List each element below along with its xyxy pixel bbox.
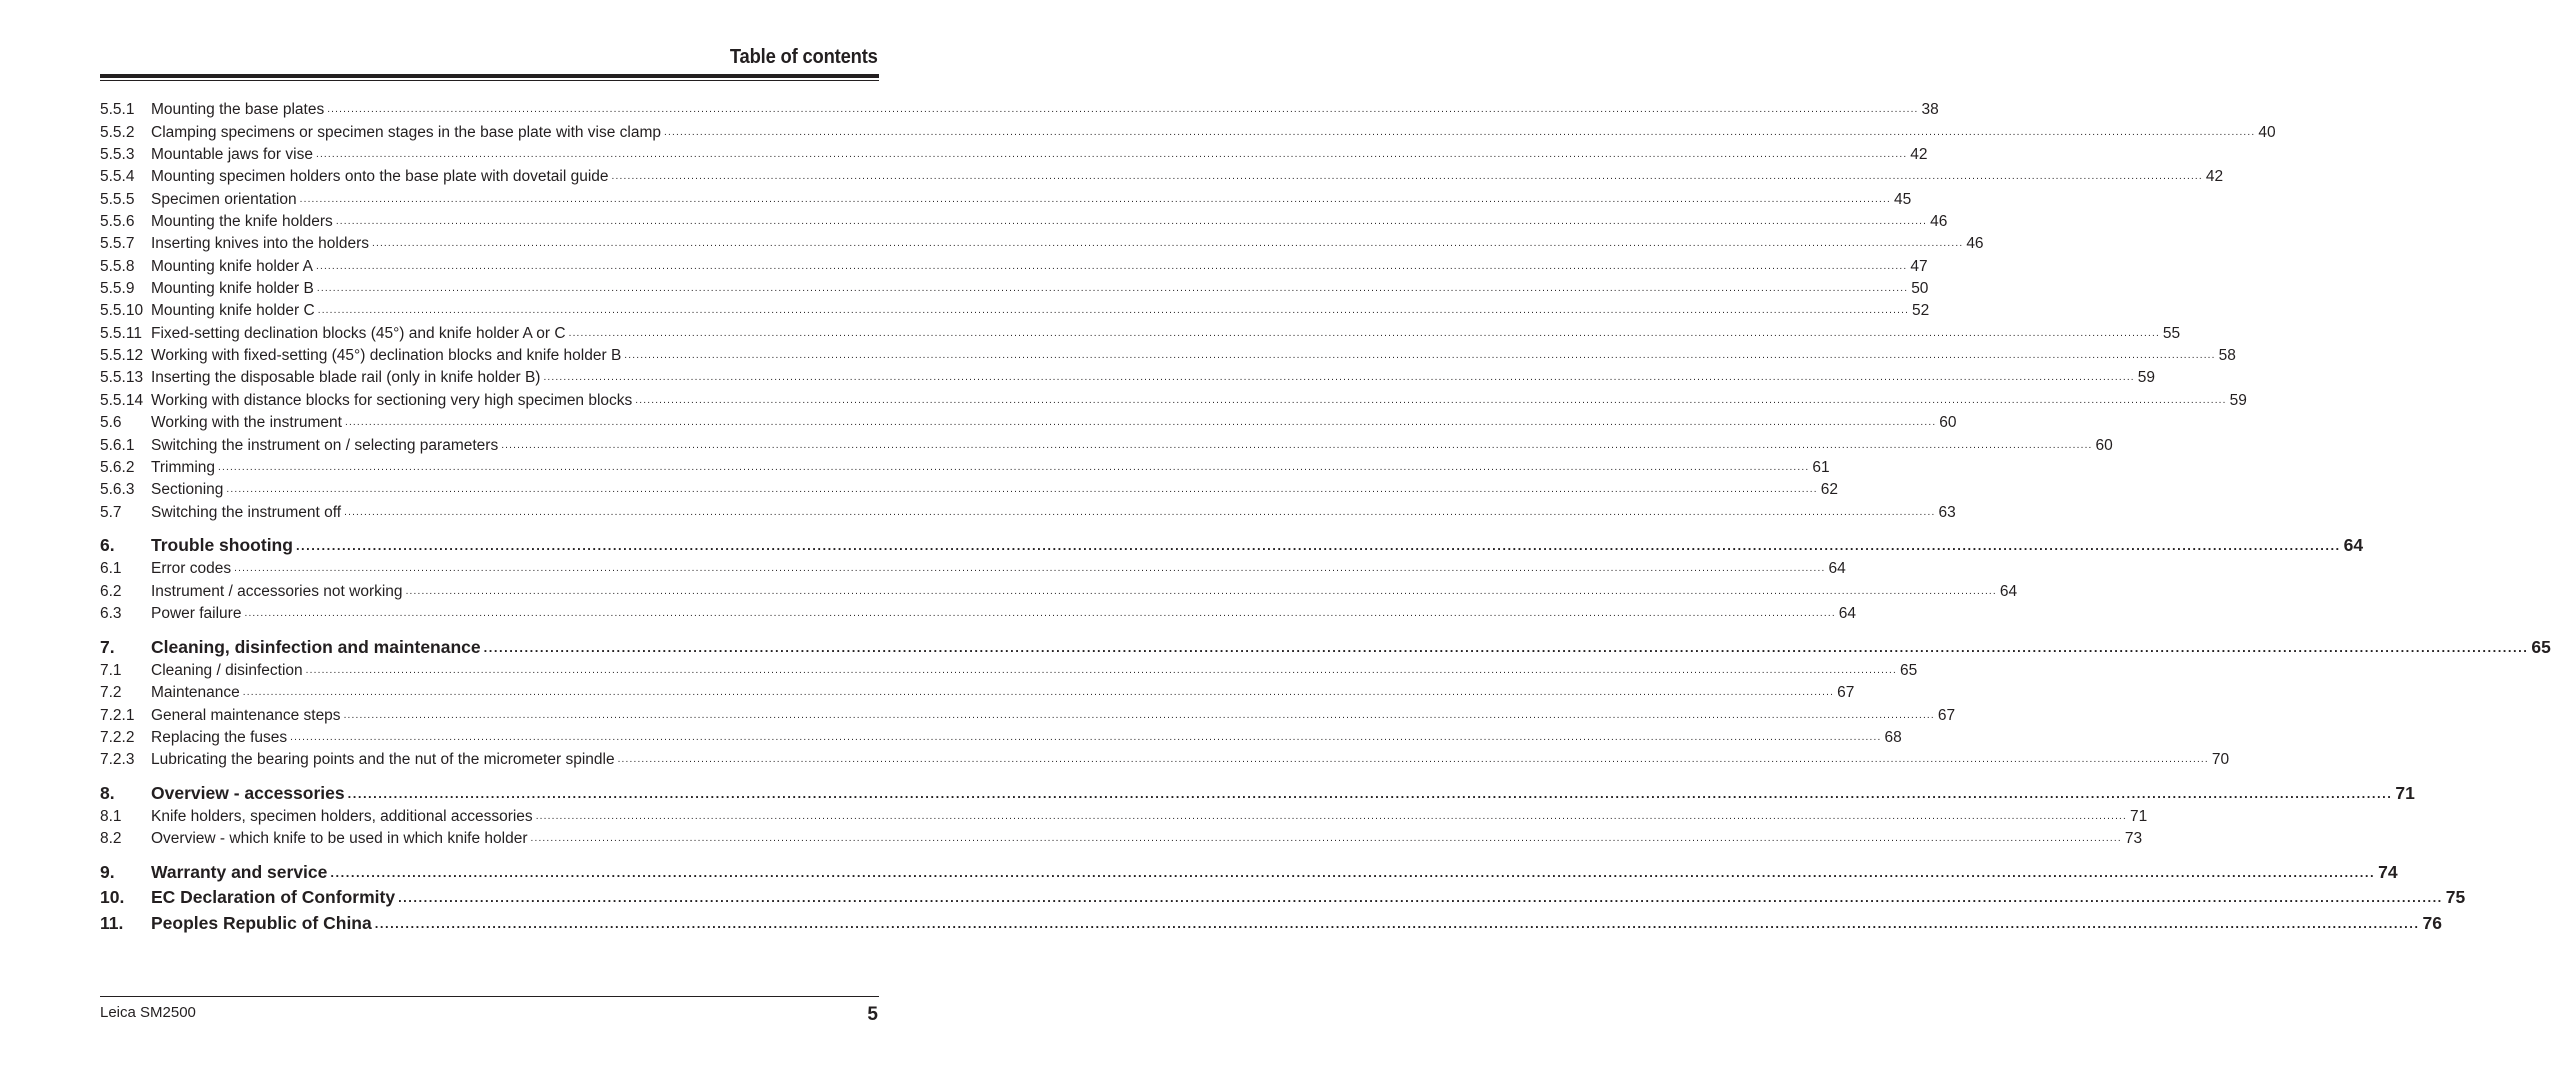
toc-dot-leader: ................................................................................................................................................................................................................................................................................................................................................................................................................ xyxy=(234,563,1826,575)
toc-entry-number: 5.5.8 xyxy=(100,257,135,275)
toc-entry xyxy=(100,499,1956,521)
toc-entry-number: 8.2 xyxy=(100,830,122,848)
toc-entry xyxy=(100,365,2156,387)
toc-entry-number: 5.5.13 xyxy=(100,369,144,387)
toc-entry-page: 46 xyxy=(1930,213,1948,231)
toc-dot-leader: ................................................................................................................................................................................................................................................................................................................................................................................................................ xyxy=(398,890,2443,906)
toc-dot-leader: ................................................................................................................................................................................................................................................................................................................................................................................................................ xyxy=(290,731,1882,743)
toc-entry-title: Switching the instrument on / selecting parameters xyxy=(151,436,499,454)
toc-entry-title: Trouble shooting xyxy=(151,535,293,556)
toc-entry-page: 60 xyxy=(1939,414,1957,432)
toc-entry-title: Maintenance xyxy=(151,684,240,702)
toc-dot-leader: ................................................................................................................................................................................................................................................................................................................................................................................................................ xyxy=(317,305,1910,317)
toc-entry xyxy=(100,725,1902,747)
toc-dot-leader: ................................................................................................................................................................................................................................................................................................................................................................................................................ xyxy=(330,864,2376,880)
toc-entry xyxy=(100,97,1939,119)
toc-entry-title: General maintenance steps xyxy=(151,706,341,724)
toc-entry-number: 5.5.7 xyxy=(100,235,135,253)
toc-entry-page: 70 xyxy=(2211,751,2230,769)
toc-dot-leader: ................................................................................................................................................................................................................................................................................................................................................................................................................ xyxy=(242,687,1835,699)
toc-entry xyxy=(100,253,1928,275)
toc-entry xyxy=(100,702,1956,724)
toc-entry-number: 5.6.2 xyxy=(100,458,135,476)
toc-entry-page: 64 xyxy=(1999,582,2018,600)
toc-entry-number: 5.5.4 xyxy=(100,168,135,186)
toc-entry-page: 75 xyxy=(2445,887,2466,908)
toc-entry-number: 5.5.3 xyxy=(100,146,135,164)
footer-page-number: 5 xyxy=(867,1004,878,1025)
toc-entry-page: 59 xyxy=(2137,369,2156,387)
footer-product-name: Leica SM2500 xyxy=(100,1004,196,1021)
page-title: Table of contents xyxy=(730,46,878,68)
toc-dot-leader: ................................................................................................................................................................................................................................................................................................................................................................................................................ xyxy=(344,506,1936,518)
toc-entry-title: Cleaning / disinfection xyxy=(151,661,303,679)
toc-entry-page: 61 xyxy=(1812,458,1830,476)
toc-entry-title: Mounting knife holder B xyxy=(151,280,314,298)
toc-entry-page: 67 xyxy=(1937,706,1956,724)
toc-entry xyxy=(100,455,1830,477)
toc-dot-leader: ................................................................................................................................................................................................................................................................................................................................................................................................................ xyxy=(501,439,2093,451)
toc-entry-title: Knife holders, specimen holders, additional accessories xyxy=(151,808,533,826)
toc-entry-number: 5.5.1 xyxy=(100,101,135,119)
toc-entry xyxy=(100,231,1984,253)
toc-entry xyxy=(100,142,1928,164)
toc-entry-title: Overview - which knife to be used in which knife holder xyxy=(151,830,528,848)
toc-dot-leader: ................................................................................................................................................................................................................................................................................................................................................................................................................ xyxy=(664,126,2256,138)
toc-entry xyxy=(100,477,1838,499)
toc-dot-leader: ................................................................................................................................................................................................................................................................................................................................................................................................................ xyxy=(344,417,1937,429)
toc-entry-number: 5.5.11 xyxy=(100,324,142,342)
toc-entry-page: 59 xyxy=(2229,391,2247,409)
toc-entry xyxy=(100,387,2247,409)
toc-entry-page: 68 xyxy=(1884,728,1902,746)
toc-entry-title: Inserting knives into the holders xyxy=(151,235,369,253)
toc-entry-page: 55 xyxy=(2162,324,2181,342)
header-rule xyxy=(100,74,879,78)
toc-dot-leader: ................................................................................................................................................................................................................................................................................................................................................................................................................ xyxy=(315,149,1908,161)
toc-entry-number: 6.2 xyxy=(100,582,122,600)
toc-dot-leader: ................................................................................................................................................................................................................................................................................................................................................................................................................ xyxy=(335,216,1928,228)
toc-entry xyxy=(100,680,1855,702)
toc-dot-leader: ................................................................................................................................................................................................................................................................................................................................................................................................................ xyxy=(295,538,2341,554)
toc-entry xyxy=(100,804,2148,826)
toc-dot-leader: ................................................................................................................................................................................................................................................................................................................................................................................................................ xyxy=(226,484,1818,496)
table-of-contents xyxy=(100,97,2551,934)
toc-chapter-entry xyxy=(100,632,2551,658)
toc-entry-title: Cleaning, disinfection and maintenance xyxy=(151,636,481,657)
toc-entry-number: 5.5.5 xyxy=(100,190,135,208)
toc-dot-leader: ................................................................................................................................................................................................................................................................................................................................................................................................................ xyxy=(371,238,1964,250)
toc-entry-page: 65 xyxy=(1899,661,1918,679)
toc-chapter-entry xyxy=(100,857,2398,883)
toc-entry-title: Error codes xyxy=(151,560,232,578)
toc-entry-number: 5.6.1 xyxy=(100,436,135,454)
toc-dot-leader: ................................................................................................................................................................................................................................................................................................................................................................................................................ xyxy=(624,350,2216,362)
toc-entry-title: Switching the instrument off xyxy=(151,503,342,521)
toc-dot-leader: ................................................................................................................................................................................................................................................................................................................................................................................................................ xyxy=(530,833,2122,845)
toc-chapter-entry xyxy=(100,778,2415,804)
toc-entry-page: 45 xyxy=(1893,190,1912,208)
toc-entry xyxy=(100,119,2276,141)
toc-chapter-entry xyxy=(100,883,2466,909)
toc-entry-number: 5.5.10 xyxy=(100,302,144,320)
toc-entry xyxy=(100,747,2230,769)
toc-entry-page: 71 xyxy=(2395,782,2415,803)
toc-entry-page: 42 xyxy=(2205,168,2224,186)
toc-entry-title: Power failure xyxy=(151,605,242,623)
toc-entry-title: Peoples Republic of China xyxy=(151,912,372,933)
toc-entry-title: Working with the instrument xyxy=(151,414,342,432)
toc-entry-number: 9. xyxy=(100,861,115,882)
toc-entry xyxy=(100,578,2018,600)
toc-entry-number: 6.3 xyxy=(100,605,122,623)
header-rule-thin xyxy=(100,80,879,81)
toc-entry-title: Clamping specimens or specimen stages in the base plate with vise clamp xyxy=(151,123,662,141)
toc-entry-title: Mounting the knife holders xyxy=(151,213,333,231)
toc-entry-title: Replacing the fuses xyxy=(151,728,288,746)
toc-entry-number: 7. xyxy=(100,636,115,657)
toc-dot-leader: ................................................................................................................................................................................................................................................................................................................................................................................................................ xyxy=(316,260,1908,272)
toc-entry xyxy=(100,410,1957,432)
toc-entry-page: 74 xyxy=(2378,861,2398,882)
toc-entry-page: 50 xyxy=(1911,280,1929,298)
toc-dot-leader: ................................................................................................................................................................................................................................................................................................................................................................................................................ xyxy=(543,372,2135,384)
toc-entry-number: 8. xyxy=(100,782,115,803)
toc-entry-title: Trimming xyxy=(151,458,216,476)
toc-dot-leader: ................................................................................................................................................................................................................................................................................................................................................................................................................ xyxy=(244,608,1836,620)
toc-dot-leader: ................................................................................................................................................................................................................................................................................................................................................................................................................ xyxy=(483,639,2529,655)
toc-entry-page: 63 xyxy=(1938,503,1956,521)
toc-entry-title: EC Declaration of Conformity xyxy=(151,887,396,908)
toc-entry-page: 60 xyxy=(2095,436,2113,454)
toc-entry-number: 5.7 xyxy=(100,503,122,521)
toc-entry-number: 5.5.2 xyxy=(100,123,135,141)
toc-dot-leader: ................................................................................................................................................................................................................................................................................................................................................................................................................ xyxy=(611,171,2203,183)
toc-dot-leader: ................................................................................................................................................................................................................................................................................................................................................................................................................ xyxy=(635,394,2227,406)
toc-entry-number: 6. xyxy=(100,535,115,556)
toc-entry xyxy=(100,556,1846,578)
toc-entry-page: 42 xyxy=(1910,146,1928,164)
toc-entry xyxy=(100,343,2236,365)
toc-entry-page: 64 xyxy=(1828,560,1846,578)
toc-entry-number: 7.2.3 xyxy=(100,751,135,769)
toc-entry xyxy=(100,209,1948,231)
footer-rule xyxy=(100,996,879,997)
toc-entry-number: 5.6 xyxy=(100,414,122,432)
toc-entry-page: 46 xyxy=(1966,235,1984,253)
toc-entry-page: 64 xyxy=(1838,605,1857,623)
toc-entry-title: Mounting knife holder A xyxy=(151,257,313,275)
toc-entry-title: Mounting knife holder C xyxy=(151,302,315,320)
toc-entry-page: 64 xyxy=(2343,535,2364,556)
toc-entry-page: 76 xyxy=(2422,912,2442,933)
toc-entry-title: Warranty and service xyxy=(151,861,328,882)
toc-entry-title: Mounting the base plates xyxy=(151,101,325,119)
toc-entry-title: Mounting specimen holders onto the base plate with dovetail guide xyxy=(151,168,609,186)
toc-dot-leader: ................................................................................................................................................................................................................................................................................................................................................................................................................ xyxy=(316,283,1909,295)
toc-entry-number: 5.5.6 xyxy=(100,213,135,231)
toc-entry-page: 47 xyxy=(1910,257,1928,275)
toc-entry-page: 65 xyxy=(2531,636,2551,657)
toc-entry-title: Working with fixed-setting (45°) declination blocks and knife holder B xyxy=(151,347,622,365)
toc-entry-page: 40 xyxy=(2258,123,2276,141)
toc-entry-title: Working with distance blocks for sectioning very high specimen blocks xyxy=(151,391,633,409)
toc-dot-leader: ................................................................................................................................................................................................................................................................................................................................................................................................................ xyxy=(535,811,2128,823)
toc-entry xyxy=(100,276,1929,298)
toc-chapter-entry xyxy=(100,908,2442,934)
toc-entry-number: 10. xyxy=(100,887,125,908)
toc-entry-page: 71 xyxy=(2130,808,2148,826)
toc-dot-leader: ................................................................................................................................................................................................................................................................................................................................................................................................................ xyxy=(347,785,2393,801)
toc-dot-leader: ................................................................................................................................................................................................................................................................................................................................................................................................................ xyxy=(374,915,2420,931)
toc-entry xyxy=(100,826,2143,848)
toc-entry-page: 62 xyxy=(1820,481,1838,499)
toc-entry-number: 7.2 xyxy=(100,684,122,702)
toc-entry-number: 11. xyxy=(100,912,124,933)
toc-entry-number: 5.5.14 xyxy=(100,391,144,409)
toc-entry xyxy=(100,320,2181,342)
toc-entry-page: 38 xyxy=(1921,101,1939,119)
toc-dot-leader: ................................................................................................................................................................................................................................................................................................................................................................................................................ xyxy=(343,709,1935,721)
toc-chapter-entry xyxy=(100,531,2364,557)
toc-dot-leader: ................................................................................................................................................................................................................................................................................................................................................................................................................ xyxy=(218,461,1810,473)
toc-entry-title: Mountable jaws for vise xyxy=(151,146,313,164)
toc-entry-page: 73 xyxy=(2124,830,2143,848)
toc-dot-leader: ................................................................................................................................................................................................................................................................................................................................................................................................................ xyxy=(568,327,2160,339)
toc-entry xyxy=(100,186,1912,208)
toc-entry xyxy=(100,601,1857,623)
toc-entry-title: Inserting the disposable blade rail (only in knife holder B) xyxy=(151,369,541,387)
toc-entry-number: 8.1 xyxy=(100,808,122,826)
toc-entry-page: 58 xyxy=(2218,347,2236,365)
toc-entry-title: Specimen orientation xyxy=(151,190,297,208)
toc-dot-leader: ................................................................................................................................................................................................................................................................................................................................................................................................................ xyxy=(299,193,1891,205)
toc-entry-number: 6.1 xyxy=(100,560,122,578)
toc-entry-title: Fixed-setting declination blocks (45°) and knife holder A or C xyxy=(151,324,566,342)
toc-entry-number: 5.5.9 xyxy=(100,280,135,298)
toc-entry-title: Lubricating the bearing points and the nut of the micrometer spindle xyxy=(151,751,615,769)
toc-entry-page: 52 xyxy=(1912,302,1930,320)
toc-entry-number: 7.1 xyxy=(100,661,122,679)
toc-entry-title: Instrument / accessories not working xyxy=(151,582,403,600)
toc-dot-leader: ................................................................................................................................................................................................................................................................................................................................................................................................................ xyxy=(327,104,1919,116)
toc-entry-page: 67 xyxy=(1837,684,1855,702)
toc-entry xyxy=(100,298,1930,320)
toc-entry-number: 7.2.2 xyxy=(100,728,135,746)
toc-entry xyxy=(100,658,1918,680)
toc-entry-title: Sectioning xyxy=(151,481,224,499)
toc-entry-number: 7.2.1 xyxy=(100,706,135,724)
toc-entry-title: Overview - accessories xyxy=(151,782,345,803)
toc-entry xyxy=(100,432,2113,454)
toc-entry xyxy=(100,164,2224,186)
toc-dot-leader: ................................................................................................................................................................................................................................................................................................................................................................................................................ xyxy=(305,664,1897,676)
toc-dot-leader: ................................................................................................................................................................................................................................................................................................................................................................................................................ xyxy=(617,754,2209,766)
toc-entry-number: 5.5.12 xyxy=(100,347,144,365)
toc-entry-number: 5.6.3 xyxy=(100,481,135,499)
toc-dot-leader: ................................................................................................................................................................................................................................................................................................................................................................................................................ xyxy=(405,585,1997,597)
